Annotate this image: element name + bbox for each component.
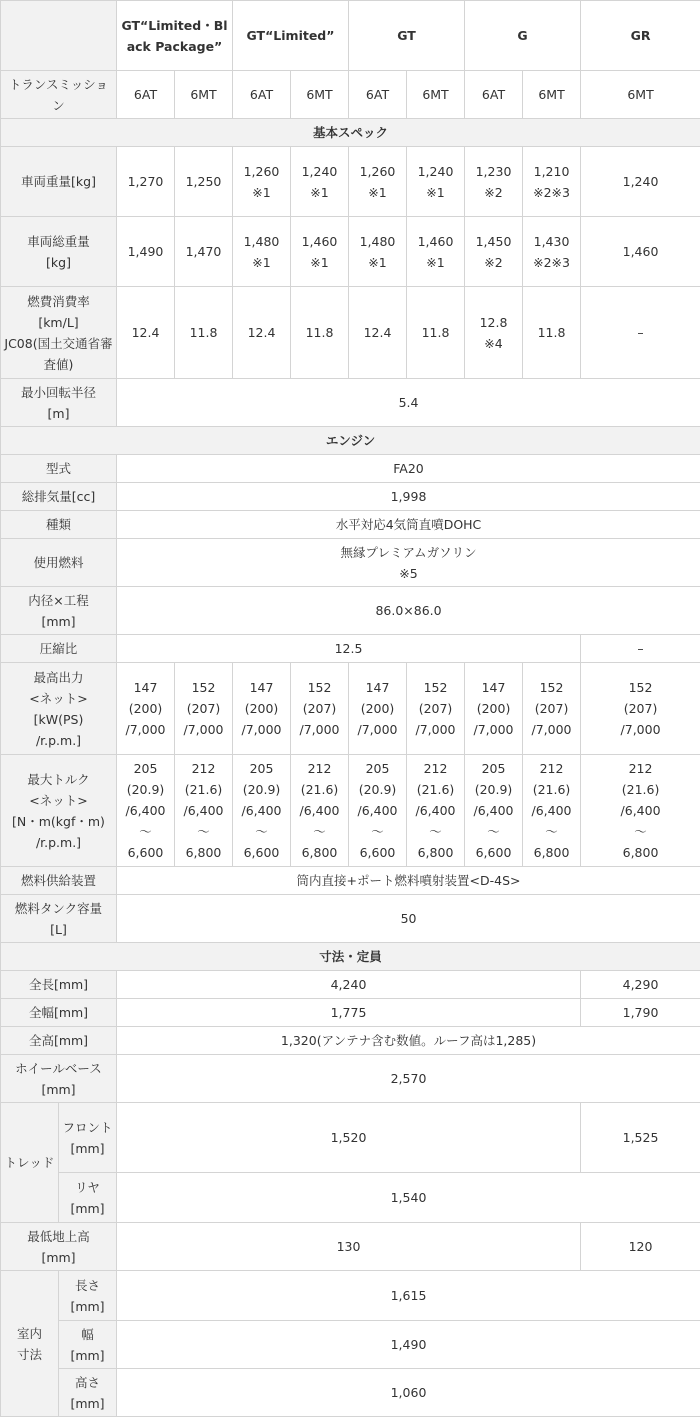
wheelbase-label: ホイールベース [mm] bbox=[1, 1055, 117, 1103]
spec-cell: 1,540 bbox=[117, 1173, 700, 1223]
spec-cell: 6MT bbox=[523, 71, 581, 119]
spec-cell: 12.4 bbox=[233, 287, 291, 379]
spec-cell: 212 (21.6) /6,400 〜 6,800 bbox=[523, 755, 581, 867]
spec-cell: 205 (20.9) /6,400 〜 6,600 bbox=[465, 755, 523, 867]
spec-cell: 6MT bbox=[581, 71, 700, 119]
spec-cell: 12.4 bbox=[349, 287, 407, 379]
model-gt: GT bbox=[349, 1, 465, 71]
interior-height-label: 高さ [mm] bbox=[59, 1369, 117, 1417]
gross-weight-label: 車両総重量 [kg] bbox=[1, 217, 117, 287]
spec-cell: FA20 bbox=[117, 455, 700, 483]
gross-weight-row bbox=[1, 217, 700, 287]
tread-front-label: フロント [mm] bbox=[59, 1103, 117, 1173]
length-row bbox=[1, 971, 700, 999]
height-label: 全高[mm] bbox=[1, 1027, 117, 1055]
transmission-row bbox=[1, 71, 700, 119]
spec-cell: 1,240 bbox=[581, 147, 700, 217]
spec-cell: 6MT bbox=[291, 71, 349, 119]
interior-width-label: 幅 [mm] bbox=[59, 1321, 117, 1369]
engine-type-row bbox=[1, 511, 700, 539]
spec-cell: 1,460 ※1 bbox=[407, 217, 465, 287]
interior-height-row bbox=[1, 1369, 700, 1417]
spec-cell: 12.4 bbox=[117, 287, 175, 379]
spec-cell: 152 (207) /7,000 bbox=[407, 663, 465, 755]
spec-cell: 1,615 bbox=[117, 1271, 700, 1321]
spec-cell: 1,520 bbox=[117, 1103, 581, 1173]
tread-front-row bbox=[1, 1103, 700, 1173]
width-row bbox=[1, 999, 700, 1027]
turning-radius-row bbox=[1, 379, 700, 427]
turning-radius-label: 最小回転半径 [m] bbox=[1, 379, 117, 427]
spec-cell: 1,490 bbox=[117, 1321, 700, 1369]
spec-cell: 152 (207) /7,000 bbox=[175, 663, 233, 755]
spec-cell: 1,240 ※1 bbox=[407, 147, 465, 217]
spec-cell: 1,260 ※1 bbox=[349, 147, 407, 217]
spec-cell: 1,250 bbox=[175, 147, 233, 217]
spec-cell: 1,490 bbox=[117, 217, 175, 287]
interior-length-row bbox=[1, 1271, 700, 1321]
spec-cell: 147 (200) /7,000 bbox=[233, 663, 291, 755]
spec-cell: 6AT bbox=[117, 71, 175, 119]
spec-cell: 147 (200) /7,000 bbox=[465, 663, 523, 755]
fuel-system-label: 燃料供給装置 bbox=[1, 867, 117, 895]
spec-cell: 212 (21.6) /6,400 〜 6,800 bbox=[291, 755, 349, 867]
tank-row bbox=[1, 895, 700, 943]
bore-stroke-label: 内径×工程 [mm] bbox=[1, 587, 117, 635]
spec-cell: 6AT bbox=[465, 71, 523, 119]
compression-label: 圧縮比 bbox=[1, 635, 117, 663]
spec-cell: 1,525 bbox=[581, 1103, 700, 1173]
model-gt-limited-black: GT“Limited・Black Package” bbox=[117, 1, 233, 71]
header-corner bbox=[1, 1, 117, 71]
interior-length-label: 長さ [mm] bbox=[59, 1271, 117, 1321]
spec-cell: 86.0×86.0 bbox=[117, 587, 700, 635]
transmission-label: トランスミッション bbox=[1, 71, 117, 119]
spec-cell: 11.8 bbox=[407, 287, 465, 379]
displacement-row bbox=[1, 483, 700, 511]
engine-model-label: 型式 bbox=[1, 455, 117, 483]
tread-label: トレッド bbox=[1, 1103, 59, 1223]
model-header-row bbox=[1, 1, 700, 71]
spec-cell: 4,240 bbox=[117, 971, 581, 999]
spec-cell: 1,775 bbox=[117, 999, 581, 1027]
spec-cell: 152 (207) /7,000 bbox=[291, 663, 349, 755]
spec-cell: 1,270 bbox=[117, 147, 175, 217]
spec-cell: 筒内直接+ポート燃料噴射装置<D-4S> bbox=[117, 867, 700, 895]
spec-cell: 水平対応4気筒直噴DOHC bbox=[117, 511, 700, 539]
width-label: 全幅[mm] bbox=[1, 999, 117, 1027]
section-row bbox=[1, 943, 700, 971]
spec-cell: 6MT bbox=[175, 71, 233, 119]
fuel-label: 使用燃料 bbox=[1, 539, 117, 587]
fuel-economy-label: 燃費消費率 [km/L] JC08(国土交通省審査値) bbox=[1, 287, 117, 379]
spec-cell: 147 (200) /7,000 bbox=[117, 663, 175, 755]
spec-cell: 1,230 ※2 bbox=[465, 147, 523, 217]
model-gt-limited: GT“Limited” bbox=[233, 1, 349, 71]
height-row bbox=[1, 1027, 700, 1055]
spec-cell: 1,470 bbox=[175, 217, 233, 287]
spec-cell: 1,240 ※1 bbox=[291, 147, 349, 217]
interior-label: 室内 寸法 bbox=[1, 1271, 59, 1417]
spec-cell: 1,998 bbox=[117, 483, 700, 511]
model-gr: GR bbox=[581, 1, 700, 71]
spec-cell: 1,450 ※2 bbox=[465, 217, 523, 287]
section-basic-spec: 基本スペック bbox=[1, 119, 700, 147]
spec-cell: 11.8 bbox=[175, 287, 233, 379]
spec-cell: 1,260 ※1 bbox=[233, 147, 291, 217]
spec-cell: 205 (20.9) /6,400 〜 6,600 bbox=[117, 755, 175, 867]
spec-cell: 205 (20.9) /6,400 〜 6,600 bbox=[349, 755, 407, 867]
fuel-row bbox=[1, 539, 700, 587]
engine-type-label: 種類 bbox=[1, 511, 117, 539]
spec-cell: 5.4 bbox=[117, 379, 700, 427]
fuel-system-row bbox=[1, 867, 700, 895]
tread-rear-row bbox=[1, 1173, 700, 1223]
spec-cell: 1,210 ※2※3 bbox=[523, 147, 581, 217]
model-g: G bbox=[465, 1, 581, 71]
fuel-economy-row bbox=[1, 287, 700, 379]
bore-stroke-row bbox=[1, 587, 700, 635]
weight-row bbox=[1, 147, 700, 217]
tread-rear-label: リヤ [mm] bbox=[59, 1173, 117, 1223]
spec-cell: 1,460 bbox=[581, 217, 700, 287]
spec-cell: 1,480 ※1 bbox=[349, 217, 407, 287]
spec-cell: 1,320(アンテナ含む数値。ルーフ高は1,285) bbox=[117, 1027, 700, 1055]
spec-cell: 205 (20.9) /6,400 〜 6,600 bbox=[233, 755, 291, 867]
spec-cell: 無縁プレミアムガソリン ※5 bbox=[117, 539, 700, 587]
ground-clearance-row bbox=[1, 1223, 700, 1271]
spec-cell: 1,460 ※1 bbox=[291, 217, 349, 287]
section-row bbox=[1, 119, 700, 147]
max-power-row bbox=[1, 663, 700, 755]
engine-model-row bbox=[1, 455, 700, 483]
section-engine: エンジン bbox=[1, 427, 700, 455]
compression-row bbox=[1, 635, 700, 663]
spec-cell: 152 (207) /7,000 bbox=[581, 663, 700, 755]
spec-cell: 6AT bbox=[233, 71, 291, 119]
spec-cell: 152 (207) /7,000 bbox=[523, 663, 581, 755]
spec-cell: 4,290 bbox=[581, 971, 700, 999]
spec-cell: 6MT bbox=[407, 71, 465, 119]
max-torque-row bbox=[1, 755, 700, 867]
spec-cell: 12.5 bbox=[117, 635, 581, 663]
spec-cell: – bbox=[581, 635, 700, 663]
displacement-label: 総排気量[cc] bbox=[1, 483, 117, 511]
spec-cell: 6AT bbox=[349, 71, 407, 119]
section-dimensions: 寸法・定員 bbox=[1, 943, 700, 971]
spec-cell: 212 (21.6) /6,400 〜 6,800 bbox=[581, 755, 700, 867]
length-label: 全長[mm] bbox=[1, 971, 117, 999]
tank-label: 燃料タンク容量 [L] bbox=[1, 895, 117, 943]
spec-cell: 130 bbox=[117, 1223, 581, 1271]
spec-cell: 1,480 ※1 bbox=[233, 217, 291, 287]
weight-label: 車両重量[kg] bbox=[1, 147, 117, 217]
spec-cell: 1,060 bbox=[117, 1369, 700, 1417]
ground-clearance-label: 最低地上高 [mm] bbox=[1, 1223, 117, 1271]
spec-cell: 1,790 bbox=[581, 999, 700, 1027]
max-torque-label: 最大トルク <ネット> [N・m(kgf・m) /r.p.m.] bbox=[1, 755, 117, 867]
wheelbase-row bbox=[1, 1055, 700, 1103]
section-row bbox=[1, 427, 700, 455]
spec-cell: 147 (200) /7,000 bbox=[349, 663, 407, 755]
spec-cell: 120 bbox=[581, 1223, 700, 1271]
spec-cell: 212 (21.6) /6,400 〜 6,800 bbox=[407, 755, 465, 867]
spec-cell: 1,430 ※2※3 bbox=[523, 217, 581, 287]
spec-cell: 50 bbox=[117, 895, 700, 943]
spec-cell: 12.8 ※4 bbox=[465, 287, 523, 379]
spec-cell: – bbox=[581, 287, 700, 379]
spec-cell: 212 (21.6) /6,400 〜 6,800 bbox=[175, 755, 233, 867]
spec-cell: 11.8 bbox=[291, 287, 349, 379]
spec-cell: 2,570 bbox=[117, 1055, 700, 1103]
interior-width-row bbox=[1, 1321, 700, 1369]
spec-cell: 11.8 bbox=[523, 287, 581, 379]
max-power-label: 最高出力 <ネット> [kW(PS) /r.p.m.] bbox=[1, 663, 117, 755]
